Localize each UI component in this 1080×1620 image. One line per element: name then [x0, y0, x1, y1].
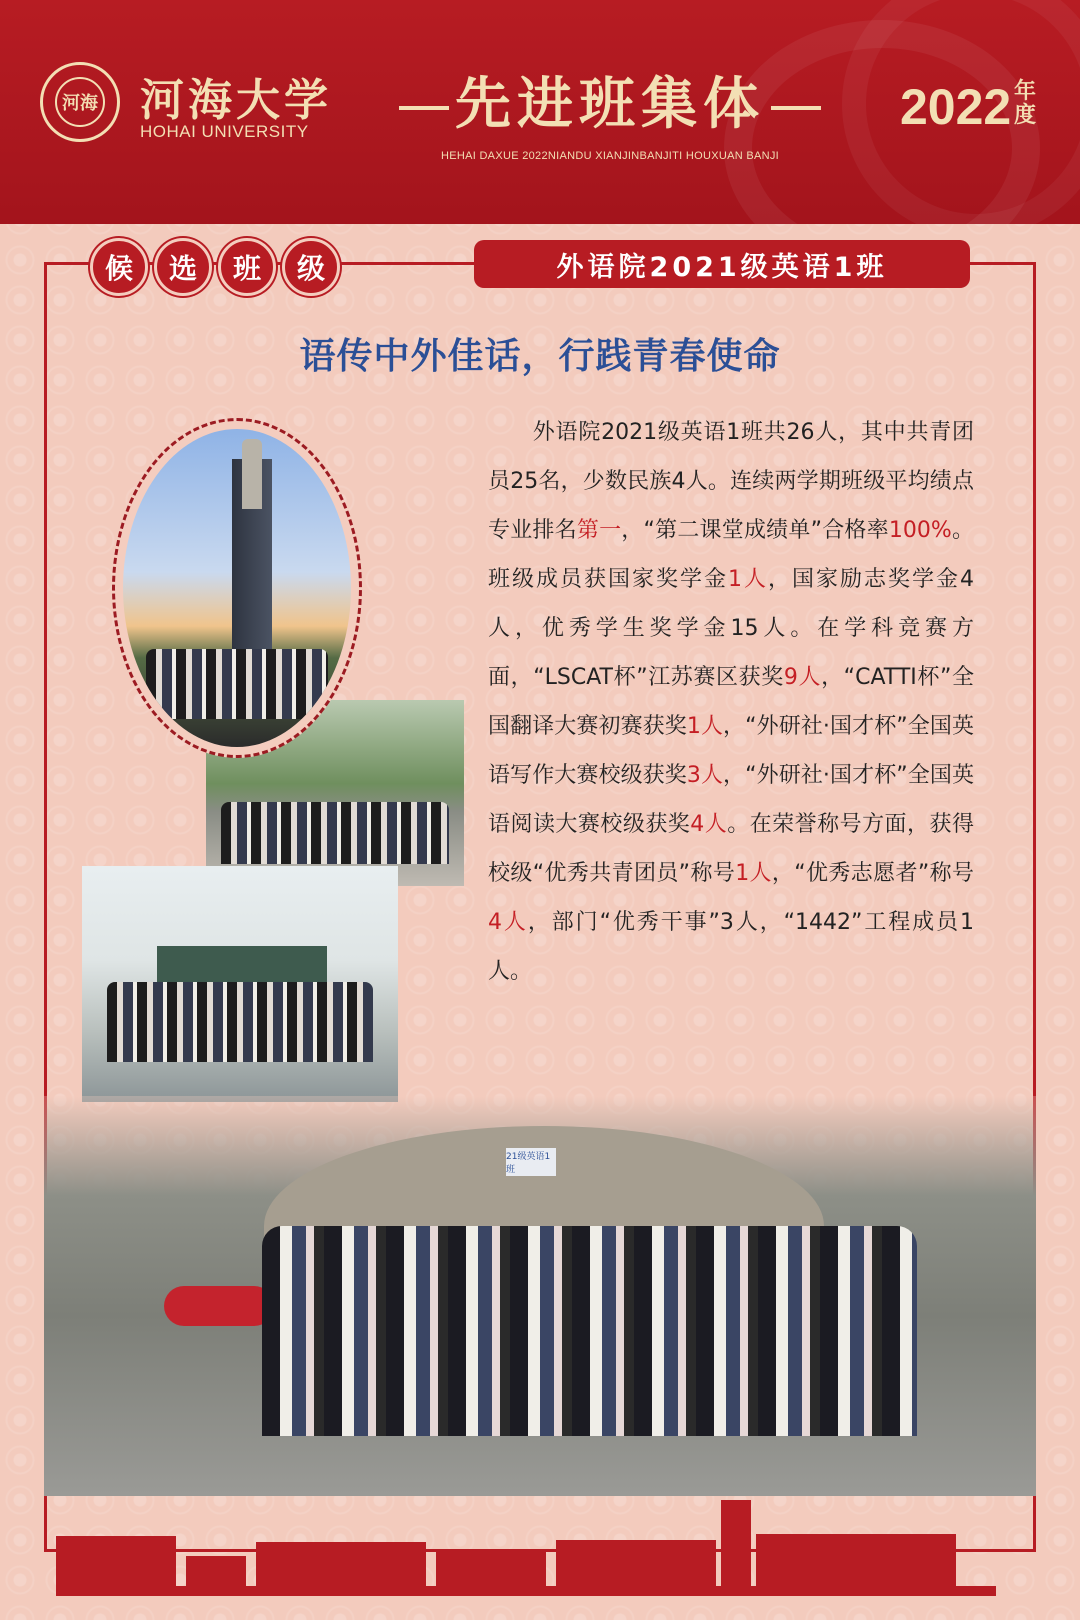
class-name-banner: 外语院2021级英语1班 — [474, 240, 970, 288]
text-segment: ，“外研社·国才杯”全国英语阅读大赛校级获奖 — [488, 763, 974, 837]
text-segment: ，“第二课堂成绩单”合格率 — [621, 518, 889, 543]
candidate-char: 选 — [154, 238, 212, 296]
highlight: 9人 — [783, 665, 822, 690]
text-segment: ，“CATTI杯”全国翻译大赛初赛获奖 — [488, 665, 974, 739]
year: 2022 — [900, 79, 1012, 135]
candidate-char: 候 — [90, 238, 148, 296]
students-group — [262, 1226, 917, 1436]
highlight: 3人 — [686, 763, 724, 788]
students-group — [221, 802, 448, 864]
highlight: 1人 — [686, 714, 724, 739]
header-banner — [0, 0, 1080, 224]
flower-bed — [164, 1286, 274, 1326]
students-group — [107, 982, 372, 1062]
main-title-text: 先进班集体 — [455, 71, 765, 137]
subtitle-pinyin: HEHAI DAXUE 2022NIANDU XIANJINBANJITI HOUXUAN BANJI — [440, 150, 780, 162]
title-dash — [399, 106, 449, 110]
university-name-cn: 河海大学 — [140, 75, 332, 126]
ground-line — [56, 1586, 996, 1596]
text-segment: ，部门“优秀干事”3人，“1442”工程成员1人。 — [488, 910, 974, 984]
text-segment: ，“优秀志愿者”称号 — [771, 861, 975, 886]
university-logo — [40, 62, 120, 142]
highlight: 1人 — [735, 861, 772, 886]
text-segment: 外语院2021级英语1班共26人，其中共青团员25名，少数民族4人。连续两学期班级平均绩点专业排名 — [488, 420, 974, 543]
highlight: 第一 — [576, 518, 622, 543]
highlight: 100% — [888, 518, 952, 543]
class-photo-classroom — [82, 866, 398, 1102]
highlight: 1人 — [728, 567, 768, 592]
year-suffix: 年度 — [1014, 79, 1037, 128]
slogan: 语传中外佳话，行践青春使命 — [299, 335, 781, 377]
main-title — [370, 60, 850, 140]
candidate-label — [90, 238, 340, 296]
statue — [242, 439, 262, 509]
candidate-char: 班 — [218, 238, 276, 296]
university-name-en: HOHAI UNIVERSITY — [140, 122, 309, 141]
text-segment: 。班级成员获国家奖学金 — [488, 518, 974, 592]
class-photo-monument — [112, 418, 362, 758]
title-dash — [771, 106, 821, 110]
photo-oval-image — [123, 429, 351, 747]
highlight: 4人 — [488, 910, 528, 935]
candidate-char: 级 — [282, 238, 340, 296]
highlight: 4人 — [690, 812, 728, 837]
tower — [721, 1500, 751, 1596]
text-segment: ，国家励志奖学金4人，优秀学生奖学金15人。在学科竞赛方面，“LSCAT杯”江苏赛区获奖 — [488, 567, 974, 690]
class-description — [488, 408, 974, 996]
students-group — [146, 649, 328, 719]
class-sign: 21级英语1班 — [506, 1148, 556, 1176]
campus-skyline — [56, 1500, 996, 1596]
logo-emblem: 河海 — [55, 77, 105, 127]
text-segment: ，“外研社·国才杯”全国英语写作大赛校级获奖 — [488, 714, 974, 788]
class-group-photo — [44, 1096, 1036, 1496]
text-segment: 。在荣誉称号方面，获得校级“优秀共青团员”称号 — [488, 812, 974, 886]
